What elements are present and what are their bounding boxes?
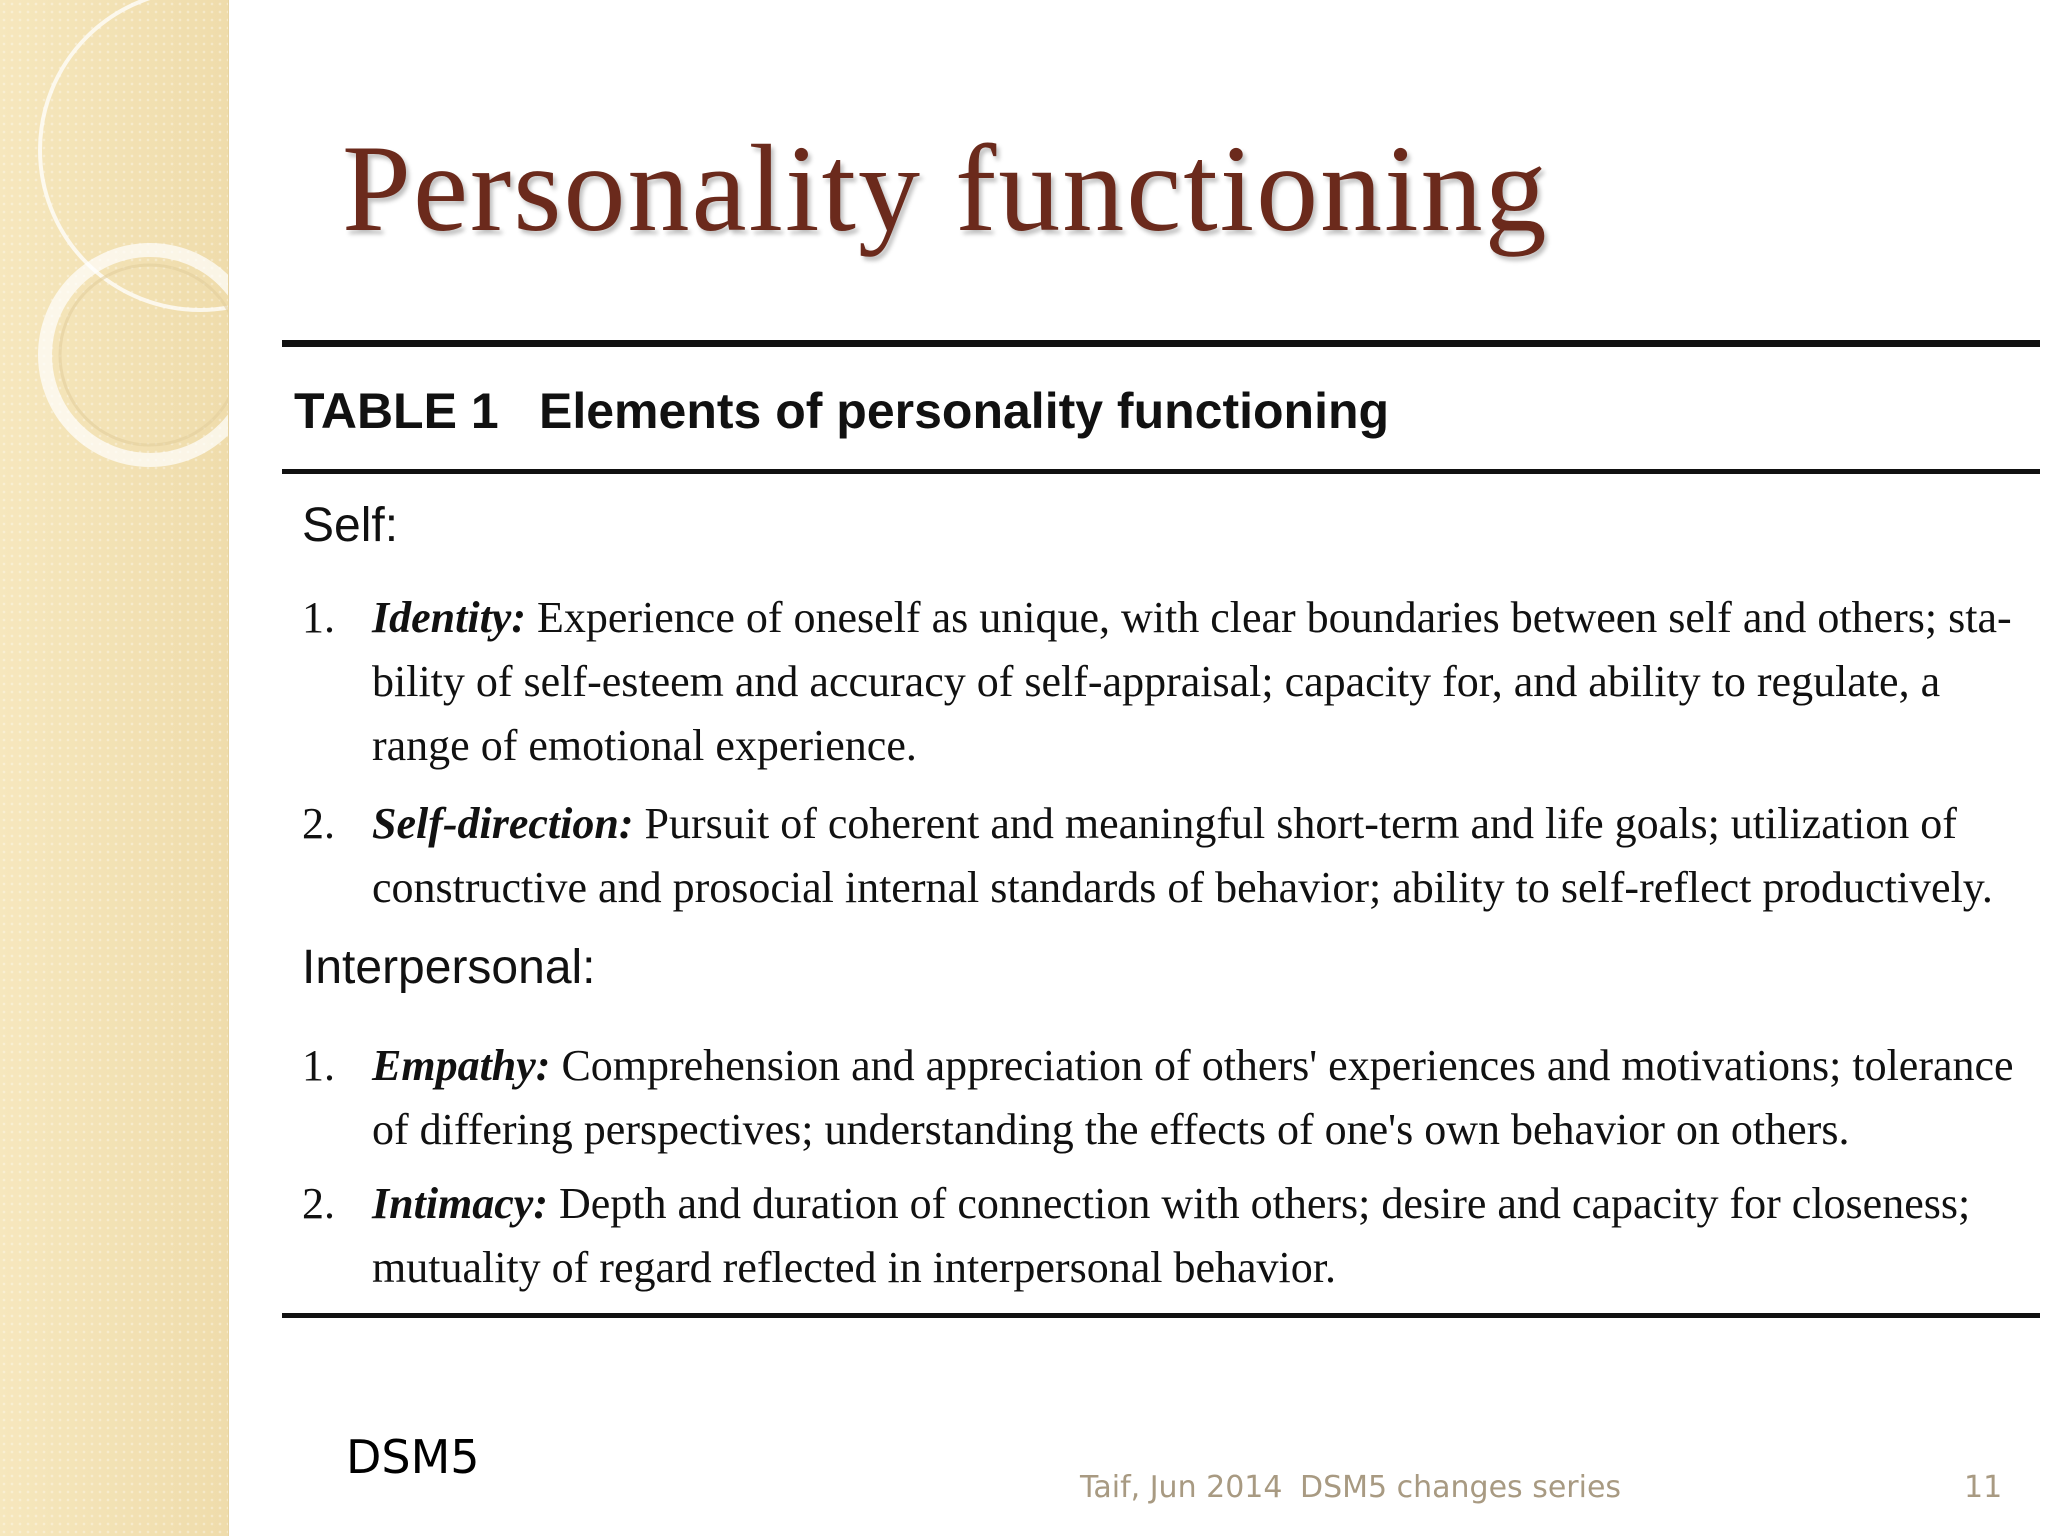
table-top-rule: [282, 340, 2040, 347]
item-number: 2.: [302, 799, 335, 848]
table-header-rule: [282, 469, 2040, 474]
table-bottom-rule: [282, 1313, 2040, 1318]
item-term: Intimacy:: [372, 1179, 548, 1228]
item-number: 2.: [302, 1179, 335, 1228]
table-caption: Elements of personality functioning: [539, 383, 1390, 439]
item-text: Experience of oneself as unique, with clear boundaries between self and others; sta-bility of self-esteem and accuracy of self-appraisal; capacity for, and ability to regulate, a range of emotional experience.: [372, 593, 2012, 770]
source-label: DSM5: [346, 1430, 480, 1484]
decorative-circles: [0, 0, 228, 520]
item-number: 1.: [302, 593, 335, 642]
page-number: 11: [1964, 1470, 2003, 1505]
list-item-identity: [302, 586, 2022, 778]
section-heading-interpersonal: Interpersonal:: [302, 941, 596, 994]
footer-date: Taif, Jun 2014: [1080, 1470, 1283, 1505]
section-heading-self: Self:: [302, 499, 399, 552]
item-term: Identity:: [372, 593, 526, 642]
table-number: TABLE 1: [294, 383, 499, 439]
slide-title: Personality functioning: [342, 120, 1549, 257]
item-text: Pursuit of coherent and meaningful short-term and life goals; utilization of constructive and prosocial internal standards of behavior; ability to self-reflect productively.: [372, 799, 1993, 912]
item-text: Depth and duration of connection with others; desire and capacity for closeness; mutuality of regard reflected in interpersonal behavior.: [372, 1179, 1971, 1292]
item-number: 1.: [302, 1041, 335, 1090]
item-term: Self-direction:: [372, 799, 634, 848]
footer-series: DSM5 changes series: [1300, 1470, 1622, 1505]
list-item-self-direction: [302, 792, 2022, 920]
item-text: Comprehension and appreciation of others' experiences and motivations; tolerance of differing perspectives; understanding the effects of one's own behavior on others.: [372, 1041, 2014, 1154]
list-item-empathy: [302, 1034, 2022, 1162]
table-header: [294, 382, 1389, 440]
item-term: Empathy:: [372, 1041, 551, 1090]
list-item-intimacy: [302, 1172, 2022, 1300]
